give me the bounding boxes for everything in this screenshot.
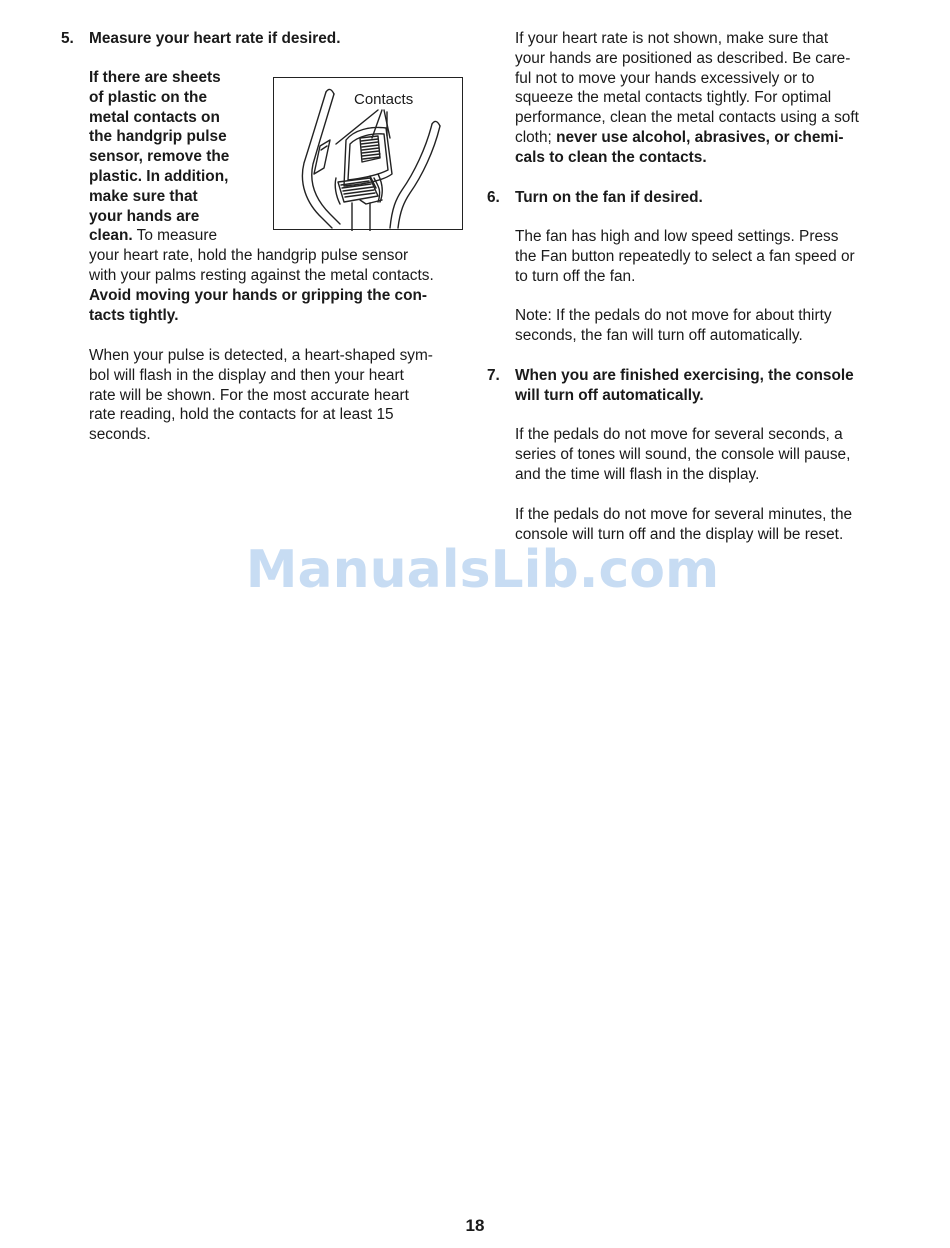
note-line: Note: If the pedals do not move for about thirty — [515, 307, 832, 324]
reset-line: If the pedals do not move for several minutes, the — [515, 506, 853, 523]
troubleshoot-line: ful not to move your hands excessively or to — [515, 69, 815, 87]
heart-rate-troubleshoot — [515, 29, 859, 168]
plastic-warning-line: If there are sheets — [89, 69, 221, 86]
pulse-line: rate reading, hold the contacts for at least 15 — [89, 406, 394, 424]
instruction-line: your heart rate, hold the handgrip pulse sensor — [89, 247, 409, 265]
troubleshoot-line — [515, 128, 859, 148]
plastic-warning-line: make sure that — [89, 187, 198, 205]
pulse-line: seconds. — [89, 426, 151, 444]
fan-paragraph — [515, 227, 855, 286]
step-6-number: 6. — [487, 189, 500, 206]
cloth-text: cloth; — [515, 128, 557, 146]
pulse-line: bol will flash in the display and then your heart — [89, 366, 404, 384]
step-7-heading — [515, 366, 854, 406]
note-line: seconds, the fan will turn off automatically. — [515, 326, 803, 344]
plastic-warning-line: metal contacts on — [89, 108, 220, 126]
step-7-heading-line: When you are finished exercising, the console — [515, 367, 854, 384]
step-7-heading-line: will turn off automatically. — [515, 386, 704, 404]
never-use-warning-cont: cals to clean the contacts. — [515, 148, 707, 166]
pulse-line: rate will be shown. For the most accurate heart — [89, 386, 409, 404]
plastic-warning-line: the handgrip pulse — [89, 128, 227, 146]
contacts-figure — [273, 77, 463, 230]
reset-line: console will turn off and the display will be reset. — [515, 525, 844, 543]
measure-text: To measure — [132, 227, 218, 245]
never-use-warning: never use alcohol, abrasives, or chemi- — [556, 128, 844, 146]
instruction-line: with your palms resting against the metal contacts. — [89, 266, 434, 284]
troubleshoot-line: squeeze the metal contacts tightly. For optimal — [515, 89, 832, 107]
pause-line: If the pedals do not move for several seconds, a — [515, 426, 843, 443]
step-6-heading: Turn on the fan if desired. — [515, 189, 703, 206]
pause-line: series of tones will sound, the console will pause, — [515, 445, 851, 463]
pause-line: and the time will flash in the display. — [515, 465, 760, 483]
plastic-warning-line: your hands are — [89, 207, 200, 225]
step-5-number: 5. — [61, 30, 74, 47]
fan-line: to turn off the fan. — [515, 267, 636, 285]
step-5-heading: Measure your heart rate if desired. — [89, 30, 341, 47]
troubleshoot-line: performance, clean the metal contacts using a soft — [515, 109, 859, 127]
step-7-number: 7. — [487, 367, 500, 384]
avoid-warning-line: Avoid moving your hands or gripping the con- — [89, 286, 428, 304]
troubleshoot-line: your hands are positioned as described. Be care- — [515, 49, 851, 67]
plastic-warning-line: sensor, remove the — [89, 148, 230, 166]
watermark: ManualsLib.com — [245, 540, 720, 600]
troubleshoot-line: If your heart rate is not shown, make sure that — [515, 30, 829, 47]
plastic-warning-line: plastic. In addition, — [89, 167, 229, 185]
pause-paragraph — [515, 425, 850, 484]
contacts-label: Contacts — [354, 91, 414, 108]
fan-note — [515, 306, 832, 346]
pulse-line: When your pulse is detected, a heart-shaped sym- — [89, 347, 433, 364]
plastic-warning-line: of plastic on the — [89, 88, 207, 106]
pulse-paragraph — [89, 346, 433, 445]
clean-word: clean. — [89, 227, 133, 245]
fan-line: The fan has high and low speed settings. Press — [515, 228, 839, 245]
fan-line: the Fan button repeatedly to select a fan speed or — [515, 247, 855, 265]
page-number: 18 — [465, 1216, 485, 1235]
avoid-warning-line: tacts tightly. — [89, 306, 179, 324]
